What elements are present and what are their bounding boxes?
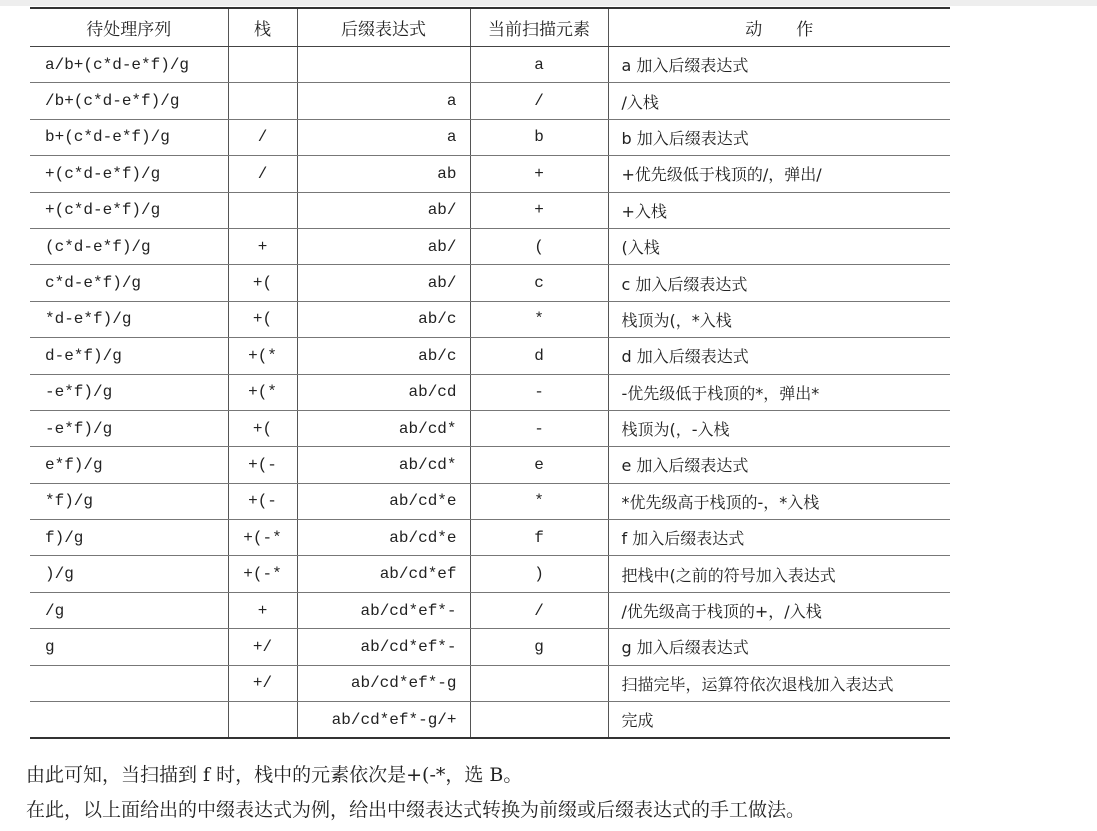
current-element-cell: g <box>470 629 608 665</box>
current-element-cell: + <box>470 156 608 192</box>
table-row <box>30 228 950 264</box>
pending-sequence-cell: /b+(c*d-e*f)/g <box>30 83 228 119</box>
current-element-cell: * <box>470 483 608 519</box>
method-intro-text: 在此，以上面给出的中缀表达式为例，给出中缀表达式转换为前缀或后缀表达式的手工做法。 <box>26 799 806 821</box>
action-cell: +入栈 <box>608 192 950 228</box>
postfix-expression-cell: ab/c <box>297 301 470 337</box>
current-element-cell: d <box>470 338 608 374</box>
pending-sequence-cell: d-e*f)/g <box>30 338 228 374</box>
stack-content-cell <box>228 47 297 83</box>
pending-sequence-cell: e*f)/g <box>30 447 228 483</box>
stack-content-cell: +( <box>228 410 297 446</box>
action-cell: c 加入后缀表达式 <box>608 265 950 301</box>
current-element-cell <box>470 665 608 701</box>
action-cell: d 加入后缀表达式 <box>608 338 950 374</box>
stack-content-cell: + <box>228 592 297 628</box>
current-element-cell: e <box>470 447 608 483</box>
stack-content-cell: +(-* <box>228 520 297 556</box>
stack-content-cell: / <box>228 119 297 155</box>
pending-sequence-cell: )/g <box>30 556 228 592</box>
postfix-expression-cell: ab/ <box>297 228 470 264</box>
stack-content-cell: / <box>228 156 297 192</box>
conversion-table <box>30 7 950 739</box>
action-cell: 栈顶为(，*入栈 <box>608 301 950 337</box>
stack-content-cell <box>228 83 297 119</box>
current-element-cell: f <box>470 520 608 556</box>
table-row <box>30 374 950 410</box>
postfix-expression-cell: ab/cd* <box>297 410 470 446</box>
postfix-expression-cell: ab/cd*ef*-g <box>297 665 470 701</box>
pending-sequence-cell: b+(c*d-e*f)/g <box>30 119 228 155</box>
action-cell: 完成 <box>608 702 950 739</box>
current-element-cell: c <box>470 265 608 301</box>
pending-sequence-cell: f)/g <box>30 520 228 556</box>
pending-sequence-cell: +(c*d-e*f)/g <box>30 156 228 192</box>
action-cell: b 加入后缀表达式 <box>608 119 950 155</box>
stack-content-cell: +( <box>228 265 297 301</box>
postfix-expression-cell: ab/cd*ef <box>297 556 470 592</box>
action-cell: +优先级低于栈顶的/，弹出/ <box>608 156 950 192</box>
postfix-expression-cell: ab/cd* <box>297 447 470 483</box>
pending-sequence-cell: -e*f)/g <box>30 410 228 446</box>
pending-sequence-cell: a/b+(c*d-e*f)/g <box>30 47 228 83</box>
pending-sequence-cell: -e*f)/g <box>30 374 228 410</box>
current-element-cell: / <box>470 83 608 119</box>
pending-sequence-cell: *f)/g <box>30 483 228 519</box>
postfix-expression-cell: ab/cd*ef*- <box>297 629 470 665</box>
current-element-cell: ) <box>470 556 608 592</box>
current-element-cell: / <box>470 592 608 628</box>
action-cell: g 加入后缀表达式 <box>608 629 950 665</box>
pending-sequence-cell <box>30 665 228 701</box>
postfix-expression-cell: ab <box>297 156 470 192</box>
table-row <box>30 410 950 446</box>
table-row <box>30 447 950 483</box>
pending-sequence-cell <box>30 702 228 739</box>
table-row <box>30 483 950 519</box>
stack-content-cell: +(- <box>228 447 297 483</box>
postfix-expression-cell: ab/cd*e <box>297 520 470 556</box>
stack-content-cell: +/ <box>228 665 297 701</box>
current-element-cell <box>470 702 608 739</box>
current-element-cell: a <box>470 47 608 83</box>
postfix-expression-cell: ab/ <box>297 265 470 301</box>
action-cell: a 加入后缀表达式 <box>608 47 950 83</box>
pending-sequence-cell: /g <box>30 592 228 628</box>
table-row <box>30 338 950 374</box>
postfix-expression-cell: ab/cd*ef*-g/+ <box>297 702 470 739</box>
table-row <box>30 301 950 337</box>
current-element-cell: - <box>470 410 608 446</box>
table-row <box>30 520 950 556</box>
stack-content-cell: + <box>228 228 297 264</box>
table-row <box>30 265 950 301</box>
header-pending: 待处理序列 <box>30 8 228 47</box>
action-cell: 把栈中(之前的符号加入表达式 <box>608 556 950 592</box>
table-row <box>30 629 950 665</box>
action-cell: /入栈 <box>608 83 950 119</box>
table-row <box>30 156 950 192</box>
stack-content-cell: +(* <box>228 374 297 410</box>
action-cell: /优先级高于栈顶的+，/入栈 <box>608 592 950 628</box>
stack-content-cell: +(-* <box>228 556 297 592</box>
current-element-cell: * <box>470 301 608 337</box>
postfix-expression-cell: ab/cd*ef*- <box>297 592 470 628</box>
table-row <box>30 592 950 628</box>
current-element-cell: + <box>470 192 608 228</box>
postfix-expression-cell: a <box>297 83 470 119</box>
postfix-expression-cell: ab/ <box>297 192 470 228</box>
stack-content-cell: +(* <box>228 338 297 374</box>
table-row <box>30 83 950 119</box>
action-cell: 栈顶为(，-入栈 <box>608 410 950 446</box>
current-element-cell: - <box>470 374 608 410</box>
action-cell: f 加入后缀表达式 <box>608 520 950 556</box>
table-row <box>30 702 950 739</box>
pending-sequence-cell: c*d-e*f)/g <box>30 265 228 301</box>
current-element-cell: ( <box>470 228 608 264</box>
action-cell: (入栈 <box>608 228 950 264</box>
header-row <box>30 8 950 47</box>
table-row <box>30 47 950 83</box>
pending-sequence-cell: (c*d-e*f)/g <box>30 228 228 264</box>
stack-content-cell <box>228 702 297 739</box>
stack-content-cell: +(- <box>228 483 297 519</box>
stack-content-cell: +( <box>228 301 297 337</box>
stack-content-cell <box>228 192 297 228</box>
action-cell: -优先级低于栈顶的*，弹出* <box>608 374 950 410</box>
header-current: 当前扫描元素 <box>470 8 608 47</box>
stack-content-cell: +/ <box>228 629 297 665</box>
current-element-cell: b <box>470 119 608 155</box>
table-row <box>30 119 950 155</box>
action-cell: *优先级高于栈顶的-，*入栈 <box>608 483 950 519</box>
action-cell: 扫描完毕，运算符依次退栈加入表达式 <box>608 665 950 701</box>
table-row <box>30 556 950 592</box>
header-postfix: 后缀表达式 <box>297 8 470 47</box>
postfix-expression-cell: ab/c <box>297 338 470 374</box>
postfix-expression-cell: ab/cd <box>297 374 470 410</box>
top-border <box>0 0 1097 6</box>
header-stack: 栈 <box>228 8 297 47</box>
postfix-expression-cell: a <box>297 119 470 155</box>
postfix-expression-cell: ab/cd*e <box>297 483 470 519</box>
header-action: 动 作 <box>608 8 950 47</box>
table-row <box>30 665 950 701</box>
pending-sequence-cell: *d-e*f)/g <box>30 301 228 337</box>
table-row <box>30 192 950 228</box>
postfix-expression-cell <box>297 47 470 83</box>
conclusion-text: 由此可知，当扫描到 f 时，栈中的元素依次是+(-*，选 B。 <box>26 764 523 786</box>
pending-sequence-cell: +(c*d-e*f)/g <box>30 192 228 228</box>
pending-sequence-cell: g <box>30 629 228 665</box>
action-cell: e 加入后缀表达式 <box>608 447 950 483</box>
